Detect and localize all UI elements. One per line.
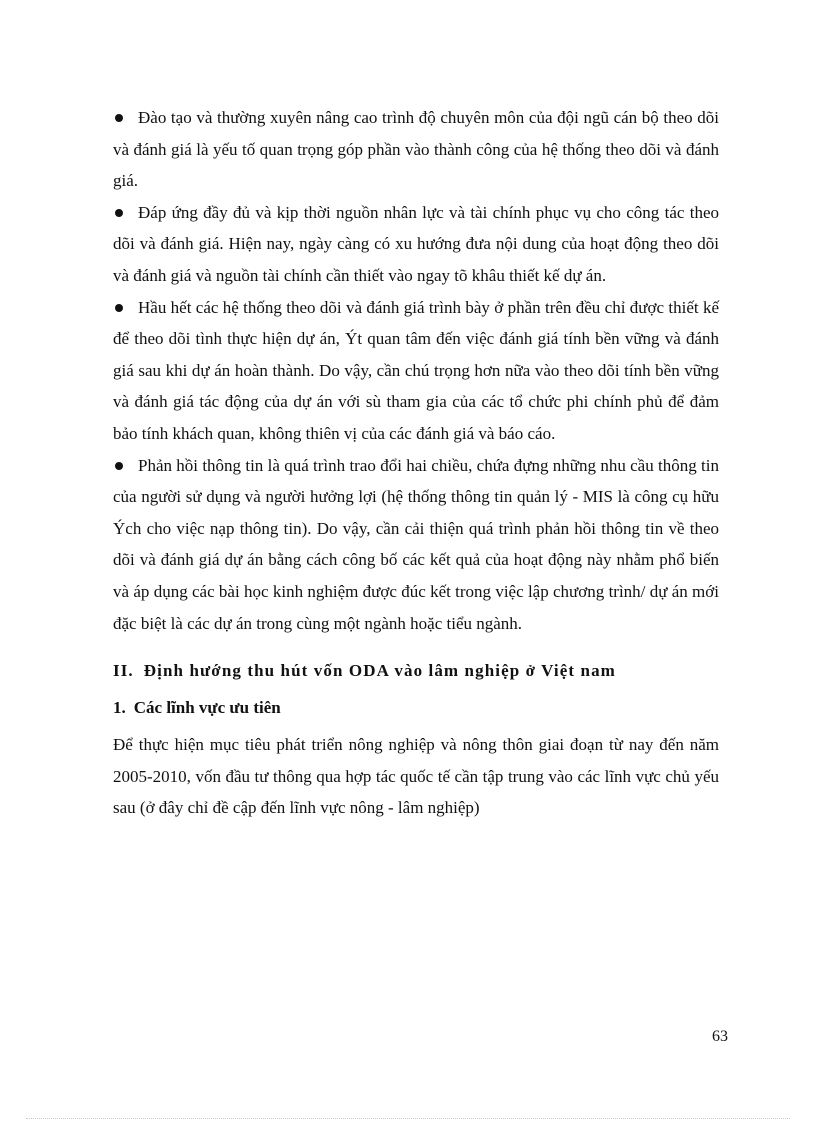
bullet-text: Hầu hết các hệ thống theo dõi và đánh giá trình bày ở phần trên đều chỉ được thiết kế để theo dõi tình thực hiện dự án, Ýt quan tâm đến việc đánh giá tính bền vững và đánh giá sau khi dự án hoàn thành. Do vậy, cần chú trọng hơn nữa vào theo dõi tính bền vững và đánh giá tác động của dự án với sù tham gia của các tổ chức phi chính phủ để đảm bảo tính khách quan, không thiên vị của các đánh giá và báo cáo. bbox=[113, 297, 719, 443]
bullet-text: Đào tạo và thường xuyên nâng cao trình độ chuyên môn của đội ngũ cán bộ theo dõi và đánh giá là yếu tố quan trọng góp phần vào thành công của hệ thống theo dõi và đánh giá. bbox=[113, 108, 719, 191]
body-paragraph: Để thực hiện mục tiêu phát triển nông nghiệp và nông thôn giai đoạn từ nay đến năm 2005-2010, vốn đầu tư thông qua hợp tác quốc tế cần tập trung vào các lĩnh vực chủ yếu sau (ở đây chỉ đề cập đến lĩnh vực nông - lâm nghiệp) bbox=[113, 735, 719, 818]
subsection-heading-number: 1. bbox=[113, 698, 126, 718]
bullet-item-resources bbox=[113, 197, 719, 292]
bullet-text: Đáp ứng đầy đủ và kịp thời nguồn nhân lực và tài chính phục vụ cho công tác theo dõi và đánh giá. Hiện nay, ngày càng có xu hướng đưa nội dung của hoạt động theo dõi và đánh giá và nguồn tài chính cần thiết vào ngay tõ khâu thiết kế dự án. bbox=[113, 202, 719, 285]
bullet-text: Phản hồi thông tin là quá trình trao đổi hai chiều, chứa đựng những nhu cầu thông tin của người sử dụng và người hưởng lợi (hệ thống thông tin quản lý - MIS là công cụ hữu Ých cho việc nạp thông tin). Do vậy, cần cải thiện quá trình phản hồi thông tin về theo dõi và đánh giá dự án bằng cách công bố các kết quả của hoạt động này nhằm phổ biến và áp dụng các bài học kinh nghiệm được đúc kết trong việc lập chương trình/ dự án mới đặc biệt là các dự án trong cùng một ngành hoặc tiểu ngành. bbox=[113, 455, 719, 633]
section-heading-number: II. bbox=[113, 661, 134, 681]
subsection-heading bbox=[113, 692, 719, 723]
page-number: 63 bbox=[712, 1028, 728, 1045]
bullet-icon bbox=[115, 462, 123, 470]
section-heading bbox=[113, 655, 719, 686]
bullet-icon bbox=[115, 114, 123, 122]
bullet-icon bbox=[115, 304, 123, 312]
bullet-icon bbox=[115, 209, 123, 217]
bullet-item-feedback bbox=[113, 450, 719, 640]
page-bottom-border bbox=[26, 1118, 790, 1119]
section-heading-title: Định hướng thu hút vốn ODA vào lâm nghiệp ở Việt nam bbox=[143, 661, 616, 681]
bullet-item-sustainability bbox=[113, 292, 719, 450]
page-content bbox=[113, 102, 719, 824]
subsection-heading-title: Các lĩnh vực ưu tiên bbox=[133, 698, 281, 718]
bullet-item-training bbox=[113, 102, 719, 197]
